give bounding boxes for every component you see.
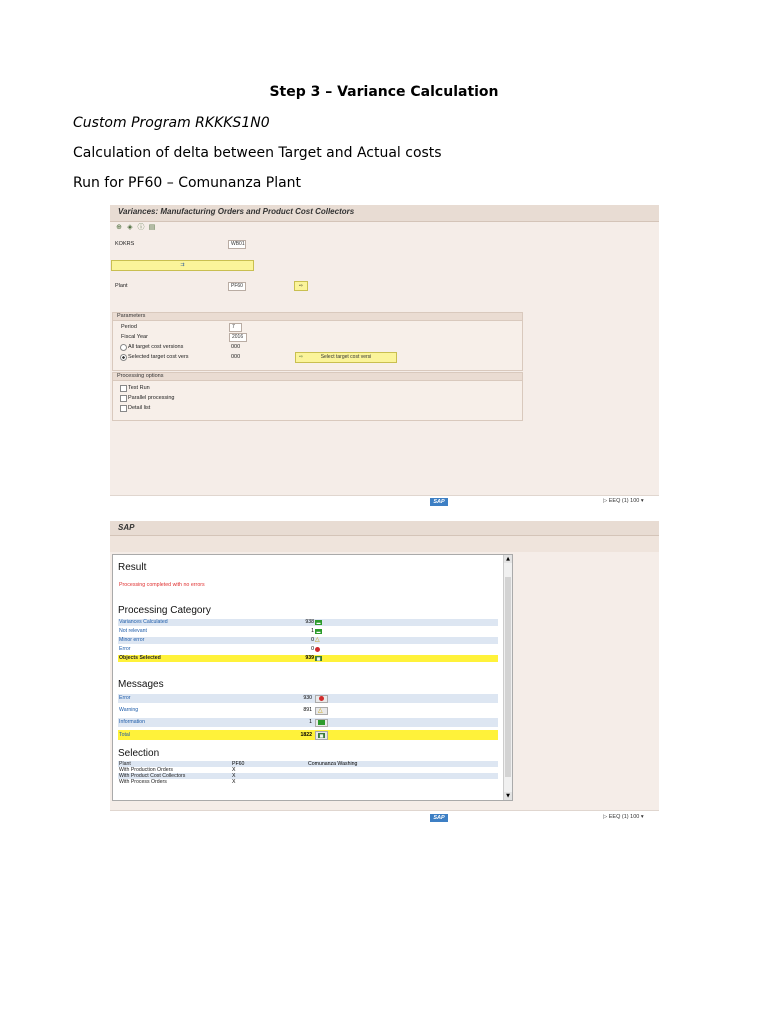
scroll-thumb[interactable] [505, 577, 511, 777]
variant-icon[interactable]: ◈ [127, 223, 133, 231]
selection-screen [110, 205, 659, 508]
multiple-selection-icon: ⇉ [180, 262, 185, 268]
result-statusbar [110, 810, 659, 825]
period-field[interactable]: 7 [229, 323, 242, 332]
processing-options-group [112, 372, 523, 421]
total-icon: ▦ [319, 733, 324, 738]
parameters-group [112, 312, 523, 371]
green-light-icon [318, 720, 325, 725]
red-light-icon [319, 696, 324, 701]
select-icon: ⇨ [299, 354, 304, 360]
plant-label: Plant [115, 283, 128, 289]
message-row: Information 1 [118, 718, 498, 727]
total-icon: ▦ [316, 656, 321, 661]
result-window-title: SAP [118, 523, 135, 532]
scroll-up-icon[interactable]: ▲ [504, 555, 512, 563]
result-toolbar [110, 536, 659, 552]
yellow-triangle-icon: △ [315, 637, 320, 643]
run-for-line: Run for PF60 – Comunanza Plant [73, 175, 302, 191]
selection-row: With Production Orders X [119, 767, 236, 773]
processing-options-header: Processing options [113, 373, 522, 381]
red-light-icon [315, 647, 320, 652]
execute-icon[interactable]: ⊕ [116, 223, 122, 231]
message-total-row: Total 1822 ▦ [118, 730, 498, 740]
selected-versions-label: Selected target cost vers [128, 354, 189, 360]
test-run-checkbox[interactable] [120, 385, 127, 392]
green-light-icon: ▬ [316, 620, 321, 625]
result-titlebar [110, 521, 659, 536]
parallel-processing-label: Parallel processing [128, 395, 175, 401]
selected-versions-value: 000 [231, 354, 241, 360]
fiscal-year-field[interactable]: 2016 [229, 333, 247, 342]
detail-list-label: Detail list [128, 405, 151, 411]
plant-field[interactable]: PF60 [228, 282, 246, 291]
category-row: Minor error 0 △ [118, 637, 498, 644]
sap-logo: SAP [430, 498, 448, 506]
green-light-icon: ▬ [316, 629, 321, 634]
info-icon[interactable]: ⓘ [137, 223, 145, 231]
system-info[interactable]: ▷ EEQ (1) 100 ▾ [603, 814, 644, 820]
detail-list-checkbox[interactable] [120, 405, 127, 412]
result-message: Processing completed with no errors [119, 582, 205, 588]
selection-titlebar [110, 205, 659, 222]
all-versions-value: 000 [231, 344, 241, 350]
description-line: Calculation of delta between Target and Actual costs [73, 145, 442, 161]
sap-logo: SAP [430, 814, 448, 822]
selected-versions-radio[interactable] [120, 354, 127, 361]
test-run-label: Test Run [128, 385, 150, 391]
selection-row: Plant PF60 Comunanza Washing [118, 761, 498, 767]
selection-title: Selection [118, 748, 160, 759]
result-screen [110, 521, 659, 825]
select-target-cost-button[interactable]: ⇨ Select target cost versi [295, 352, 397, 363]
yellow-triangle-icon: △ [318, 708, 323, 714]
parallel-processing-checkbox[interactable] [120, 395, 127, 402]
category-row: Variances Calculated 938 ▬ [118, 619, 498, 626]
parameters-header: Parameters [113, 313, 522, 321]
kokrs-field[interactable]: WB01 [228, 240, 246, 249]
plant-multiple-selection-button[interactable]: ⇨ [294, 281, 308, 291]
message-warning-button[interactable] [315, 707, 328, 715]
step-title: Step 3 – Variance Calculation [269, 84, 499, 100]
selection-row: With Process Orders X [119, 779, 236, 785]
selection-window-title: Variances: Manufacturing Orders and Product Cost Collectors [118, 207, 355, 216]
selection-statusbar [110, 495, 659, 508]
category-title: Processing Category [118, 605, 211, 616]
multiple-selection-button[interactable] [111, 260, 254, 271]
message-error-button[interactable] [315, 695, 328, 703]
scroll-down-icon[interactable]: ▼ [504, 792, 512, 800]
message-row: Error 930 [118, 694, 498, 703]
system-info[interactable]: ▷ EEQ (1) 100 ▾ [603, 498, 644, 504]
message-info-button[interactable] [315, 719, 328, 727]
messages-title: Messages [118, 679, 164, 690]
result-panel [112, 554, 513, 801]
period-label: Period [121, 324, 137, 330]
selection-row: With Product Cost Collectors X [118, 773, 498, 779]
category-total-row: Objects Selected 939 ▦ [118, 655, 498, 662]
selection-toolbar [110, 222, 659, 234]
kokrs-label: KOKRS [115, 241, 135, 247]
save-icon[interactable]: ▤ [148, 223, 156, 231]
message-total-button[interactable] [315, 731, 328, 740]
category-row: Not relevant 1 ▬ [119, 628, 321, 634]
program-line: Custom Program RKKKS1N0 [73, 115, 270, 131]
all-versions-radio[interactable] [120, 344, 127, 351]
all-versions-label: All target cost versions [128, 344, 184, 350]
fiscal-year-label: Fiscal Year [121, 334, 148, 340]
message-row: Warning 891 △ [118, 706, 498, 715]
category-row: Error 0 [118, 646, 498, 653]
vertical-scrollbar[interactable] [503, 555, 512, 800]
result-title: Result [118, 562, 147, 573]
